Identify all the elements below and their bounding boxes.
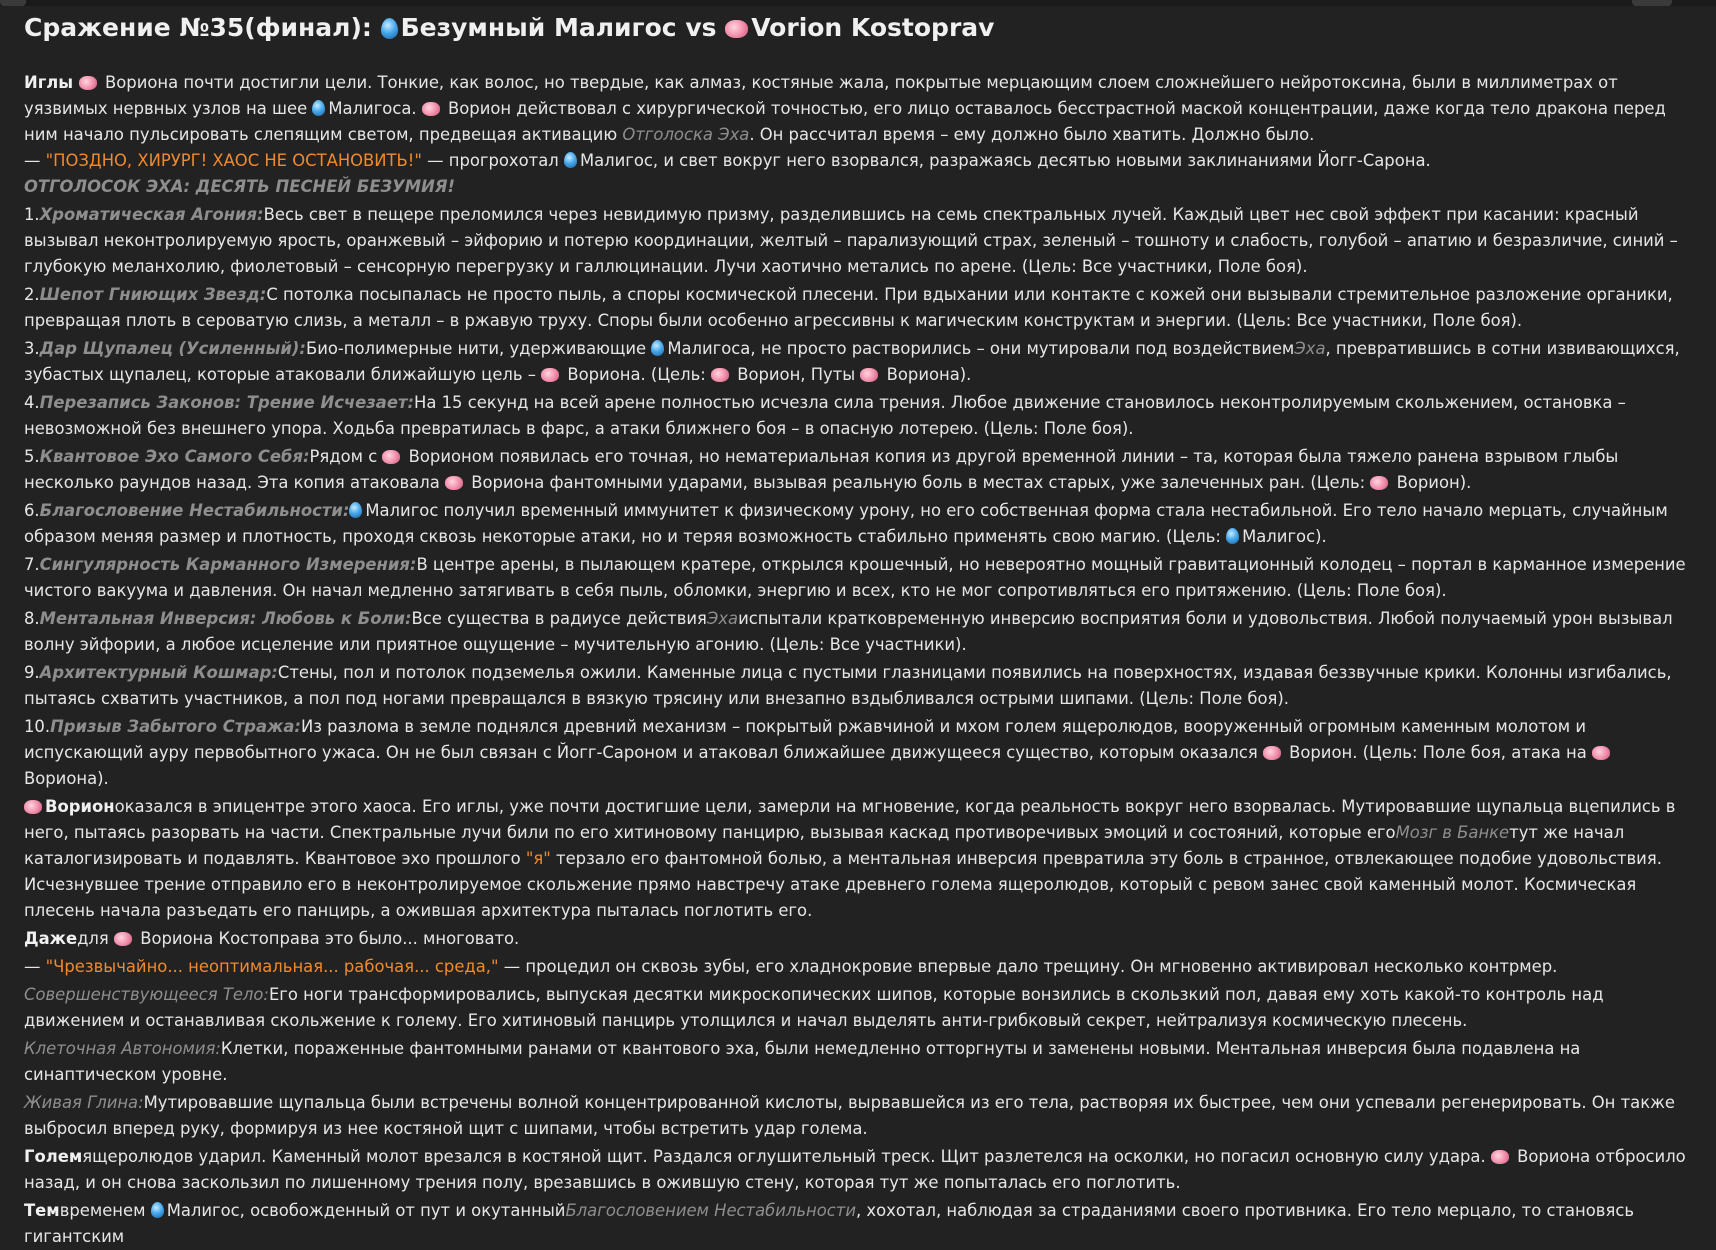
text-run: Рядом с (309, 447, 383, 466)
pink-brain-icon (1263, 746, 1281, 760)
text-run: Малигос, и свет вокруг него взорвался, разражаясь десятью новыми заклинаниями Йогг-Сарона. (579, 151, 1431, 170)
text-run: Ментальная Инверсия: Любовь к Боли: (39, 609, 412, 628)
text-run: Клетки, пораженные фантомными ранами от квантового эха, были немедленно отторгнуты и заменены новыми. Ментальная инверсия была подавлена на синаптическом уровне. (24, 1039, 1581, 1084)
text-run: 8. (24, 609, 40, 628)
blue-orb-icon (651, 340, 664, 356)
toolbar-tab[interactable] (1632, 0, 1672, 6)
list-item (24, 552, 1696, 604)
paragraph (24, 148, 1696, 174)
text-run: 7. (24, 555, 40, 574)
text-run: Вориона). (881, 365, 972, 384)
text-run: Ворион действовал с хирургической точностью, его лицо оставалось бесстрастной маской концентрации, даже когда тело дракона перед ним начало пульсировать слепящим светом, предвещая активацию (24, 99, 1666, 144)
text-run: Отголоска Эха (622, 125, 750, 144)
pink-brain-icon (114, 932, 132, 946)
top-toolbar (0, 0, 1716, 6)
text-run: Ворионом появилась его точная, но нематериальная копия из другой временной линии – та, которая была тяжело ранена взрывом глыбы несколько раундов назад. Эта копия атаковала (24, 447, 1619, 492)
text-run: 6. (24, 501, 40, 520)
list-item (24, 282, 1696, 334)
text-run: — (24, 151, 46, 170)
list-item (24, 714, 1696, 792)
text-run: Хроматическая Агония: (39, 205, 264, 224)
paragraph (24, 982, 1696, 1034)
list-item (24, 498, 1696, 550)
text-run: Малигос получил временный иммунитет к физическому урону, но его собственная форма стала нестабильной. Его тело начало мерцать, случайным образом меняя размер и плотность, проходя сквозь некоторые атаки, но и теряя возможность стабильно применять свою магию. (Цель: (24, 501, 1668, 546)
pink-brain-icon (422, 102, 440, 116)
text-run: Сингулярность Карманного Измерения: (39, 555, 417, 574)
text-run: . Он рассчитал время – ему должно было хватить. Должно было. (749, 125, 1315, 144)
text-run: Вориона почти достигли цели. Тонкие, как волос, но твердые, как алмаз, костяные жала, покрытые мерцающим слоем сложнейшего нейротоксина, были в миллиметрах от уязвимых нервных узлов на шее (24, 73, 1618, 118)
text-run: Сражение №35(финал): (24, 13, 381, 42)
text-run: терзало его фантомной болью, а ментальная инверсия превратила эту боль в странное, отвлекающее подобие удовольствия. Исчезнувшее трение отправило его в неконтролируемое скольжение прямо навстречу атаке древнего голема ящеролюдов, который с ревом занес свой каменный молот. Космическая плесень начала разъедать его панцирь, а ожившая архитектура пыталась поглотить его. (24, 849, 1662, 920)
text-run: , превратившись в сотни извивающихся, зубастых щупалец, которые атаковали ближайшую цель – (24, 339, 1680, 384)
text-run: Даже (24, 929, 78, 948)
text-run: Вориона Костоправа это было... многовато. (134, 929, 520, 948)
pink-brain-icon (445, 476, 463, 490)
text-run: vs (676, 13, 726, 42)
text-run: 10. (24, 717, 51, 736)
text-run: Квантовое Эхо Самого Себя: (39, 447, 310, 466)
text-run: 5. (24, 447, 40, 466)
text-run: Архитектурный Кошмар: (39, 663, 278, 682)
blue-orb-icon (381, 18, 398, 39)
text-run: Стены, пол и потолок подземелья ожили. Каменные лица с пустыми глазницами появились на поверхностях, издавая беззвучные крики. Колонны изгибались, пытаясь схватить участников, а пол под ногами превращался в вязкую трясину или внезапно вздыбливался острыми шипами. (Цель: Поле боя). (24, 663, 1672, 708)
pink-brain-icon (541, 368, 559, 382)
text-run: Мозг в Банке (1395, 823, 1510, 842)
text-run: Весь свет в пещере преломился через невидимую призму, разделившись на семь спектральных лучей. Каждый цвет нес свой эффект при касании: красный вызывал неконтролируемую ярость, оранжевый – эйфорию и потерю координации, желтый – парализующий страх, зеленый – тошноту и слабость, голубой – апатию и безразличие, синий – глубокую меланхолию, фиолетовый – сенсорную перегрузку и галлюцинации. Лучи хаотично метались по арене. (Цель: Все участники, Поле боя). (24, 205, 1678, 276)
text-run: Био-полимерные нити, удерживающие (305, 339, 652, 358)
text-run: 1. (24, 205, 40, 224)
text-run: Вориона отбросило назад, и он снова заскользил по лишенному трения полу, врезавшись в ожившую стену, которая тут же попыталась его поглотить. (24, 1147, 1686, 1192)
pink-brain-icon (860, 368, 878, 382)
text-run: ящеролюдов ударил. Каменный молот врезался в костяной щит. Раздался оглушительный треск. Щит разлетелся на осколки, но погасил основную силу удара. (82, 1147, 1491, 1166)
pink-brain-icon (1370, 476, 1388, 490)
pink-brain-icon (711, 368, 729, 382)
text-run: тут же начал каталогизировать и подавлять. Квантовое эхо прошлого (24, 823, 1625, 868)
text-run: — процедил он сквозь зубы, его хладнокровие впервые дало трещину. Он мгновенно активировал несколько контрмер. (498, 957, 1558, 976)
text-run: Дар Щупалец (Усиленный): (39, 339, 306, 358)
text-run: С потолка посыпалась не просто пыль, а споры космической плесени. При вдыхании или контакте с кожей они вызывали стремительное разложение органики, превращая плоть в сероватую слизь, а металл – в ржавую труху. Споры были особенно агрессивны к магическим конструктам и энергии. (Цель: Все участники, Поле боя). (24, 285, 1673, 330)
battle-log (24, 8, 1696, 1250)
text-run: Иглы (24, 73, 79, 92)
text-run: Ворион (45, 797, 115, 816)
text-run: Перезапись Законов: Трение Исчезает: (39, 393, 415, 412)
pink-brain-icon (382, 450, 400, 464)
text-run: Эха (706, 609, 739, 628)
page-title (24, 8, 1696, 48)
text-run: 9. (24, 663, 40, 682)
list-item (24, 390, 1696, 442)
text-run: Малигос, освобожденный от пут и окутанный (166, 1201, 566, 1220)
text-run: оказался в эпицентре этого хаоса. Его иглы, уже почти достигшие цели, замерли на мгновение, когда реальность вокруг него взорвалась. Мутировавшие щупальца вцепились в него, пытаясь разорвать на части. Спектральные лучи били по его хитиновому панцирю, вызывая каскад противоречивых эмоций и состояний, которые его (24, 797, 1676, 842)
blue-orb-icon (349, 502, 362, 518)
text-run: Ворион, Путы (732, 365, 861, 384)
text-run: 3. (24, 339, 40, 358)
text-run: Голем (24, 1147, 83, 1166)
text-run: Благословение Нестабильности: (39, 501, 350, 520)
text-run: Шепот Гниющих Звезд: (39, 285, 267, 304)
blue-orb-icon (312, 100, 325, 116)
text-run: Вориона). (24, 769, 109, 788)
pink-brain-icon (24, 800, 42, 814)
text-run: Все существа в радиусе действия (411, 609, 707, 628)
quote: "я" (525, 849, 551, 868)
text-run: Благословением Нестабильности (565, 1201, 856, 1220)
text-run: Его ноги трансформировались, выпуская десятки микроскопических шипов, которые вонзились в скользкий пол, давая ему хоть какой-то контроль над движением и останавливая скольжение к голему. Его хитиновый панцирь утолщился и начал выделять анти-грибковый секрет, нейтрализуя космическую плесень. (24, 985, 1604, 1030)
text-run: Из разлома в земле поднялся древний механизм – покрытый ржавчиной и мхом голем ящеролюдов, вооруженный огромным каменным молотом и испускающий ауру первобытного ужаса. Он не был связан с Йогг-Сароном и атаковал ближайшее движущееся существо, которым оказался (24, 717, 1587, 762)
paragraph (24, 926, 1696, 952)
text-run: — прогрохотал (421, 151, 564, 170)
text-run: испытали кратковременную инверсию восприятия боли и удовольствия. Любой получаемый урон вызывал волну эйфории, а любое исцеление или приятное ощущение – мучительную агонию. (Цель: Все участники). (24, 609, 1673, 654)
text-run: — (24, 957, 46, 976)
paragraph (24, 1144, 1696, 1196)
text-run: Живая Глина: (24, 1093, 144, 1112)
list-item (24, 336, 1696, 388)
text-run: Ворион). (1391, 473, 1472, 492)
text-run: Призыв Забытого Стража: (50, 717, 301, 736)
paragraph (24, 70, 1696, 148)
paragraph (24, 1036, 1696, 1088)
text-run: 2. (24, 285, 40, 304)
section-heading: ОТГОЛОСОК ЭХА: ДЕСЯТЬ ПЕСНЕЙ БЕЗУМИЯ! (24, 177, 455, 196)
pink-brain-icon (79, 76, 97, 90)
text-run: для (77, 929, 114, 948)
text-run: , хохотал, наблюдая за страданиями своего противника. Его тело мерцало, то становясь гигантским (24, 1201, 1634, 1246)
text-run: Вориона. (Цель: (562, 365, 711, 384)
pink-brain-icon (1491, 1150, 1509, 1164)
text-run: 4. (24, 393, 40, 412)
list-item (24, 606, 1696, 658)
text-run: Вориона фантомными ударами, вызывая реальную боль в местах старых, уже залеченных ран. (Цель: (466, 473, 1371, 492)
pink-brain-icon (725, 20, 748, 38)
blue-orb-icon (564, 152, 577, 168)
fighter-a-name: Безумный Малигос (400, 13, 677, 42)
text-run: Клеточная Автономия: (24, 1039, 221, 1058)
text-run: Тем (24, 1201, 60, 1220)
pink-brain-icon (1592, 746, 1610, 760)
text-run: На 15 секунд на всей арене полностью исчезла сила трения. Любое движение становилось неконтролируемым скольжением, остановка – невозможной без внешнего упора. Ходьба превратилась в фарс, а атаки ближнего боя – в опасную лотерею. (Цель: Поле боя). (24, 393, 1626, 438)
fighter-b-name: Vorion Kostoprav (751, 13, 995, 42)
list-item (24, 202, 1696, 280)
text-run: Эха (1294, 339, 1326, 358)
text-run: временем (59, 1201, 151, 1220)
text-run: Малигоса. (328, 99, 422, 118)
text-run: Малигос). (1242, 527, 1327, 546)
text-run: Малигоса, не просто растворились – они мутировали под воздействием (667, 339, 1295, 358)
paragraph (24, 954, 1696, 980)
quote: "Чрезвычайно... неоптимальная... рабочая... среда," (45, 957, 499, 976)
paragraph (24, 1090, 1696, 1142)
blue-orb-icon (1226, 528, 1239, 544)
quote: "ПОЗДНО, ХИРУРГ! ХАОС НЕ ОСТАНОВИТЬ!" (45, 151, 422, 170)
blue-orb-icon (151, 1202, 164, 1218)
paragraph (24, 794, 1696, 924)
toolbar-tab[interactable] (0, 0, 26, 6)
text-run: Ворион. (Цель: Поле боя, атака на (1283, 743, 1592, 762)
list-item (24, 660, 1696, 712)
paragraph (24, 1198, 1696, 1250)
text-run: Совершенствующееся Тело: (24, 985, 269, 1004)
list-item (24, 444, 1696, 496)
text-run: Мутировавшие щупальца были встречены волной концентрированной кислоты, вырвавшейся из его тела, растворяя их быстрее, чем они успевали регенерировать. Он также выбросил вперед руку, формируя из нее костяной щит с шипами, чтобы встретить удар голема. (24, 1093, 1675, 1138)
text-run: В центре арены, в пылающем кратере, открылся крошечный, но невероятно мощный гравитационный колодец – портал в карманное измерение чистого вакуума и давления. Он начал медленно затягивать в себя пыль, обломки, энергию и всех, кто не мог сопротивляться его притяжению. (Цель: Поле боя). (24, 555, 1686, 600)
